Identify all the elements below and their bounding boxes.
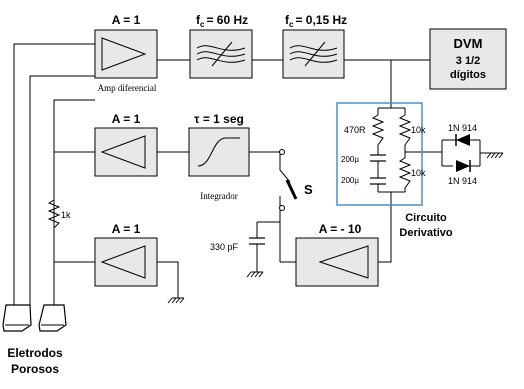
switch-label: S	[304, 182, 313, 197]
derivative-circuit	[337, 103, 426, 205]
c200-b-label: 200µ	[341, 176, 359, 185]
svg-text:fc= 60 Hz	[196, 13, 248, 29]
filter2-subscript: c	[289, 20, 294, 29]
amp-lower	[95, 222, 157, 286]
amp-middle	[95, 112, 157, 176]
derivative-caption-2: Derivativo	[399, 227, 453, 239]
svg-text:fc= 0,15 Hz	[285, 13, 347, 29]
switch-s	[280, 150, 314, 211]
dvm-digits: 3 1/2	[455, 55, 481, 67]
amp-top-gain: A = 1	[111, 13, 141, 27]
filter-60hz	[190, 13, 252, 78]
amp-differential	[95, 13, 157, 93]
integrator-caption: Integrador	[200, 191, 238, 201]
diode-b-label: 1N 914	[448, 176, 478, 186]
electrode-icon	[3, 305, 31, 331]
tau-label: τ = 1 seg	[194, 112, 244, 126]
r10k-b-label: 10k	[411, 168, 426, 178]
resistor-1k-label: 1k	[61, 210, 71, 220]
amp-minus10	[296, 222, 378, 286]
resistor-1k	[49, 200, 71, 228]
r10k-a-label: 10k	[411, 125, 426, 135]
amp-top-caption: Amp diferencial	[97, 83, 157, 93]
dvm-digits-word: dígitos	[449, 69, 487, 81]
filter-015hz	[283, 13, 347, 78]
resistor-icon	[400, 115, 410, 145]
resistor-icon	[400, 158, 410, 188]
diode-b-icon	[456, 160, 470, 172]
filter2-symbol: f	[285, 13, 289, 27]
cap-330-label: 330 pF	[210, 242, 239, 252]
derivative-caption-1: Circuito	[405, 212, 447, 224]
electrodes-caption-1: Eletrodos	[7, 346, 63, 360]
resistor-icon	[373, 115, 383, 145]
electrode-icon	[39, 305, 66, 331]
filter2-value: = 0,15 Hz	[295, 13, 348, 27]
amp-neg-gain: A = - 10	[318, 222, 362, 236]
diodes	[448, 123, 477, 186]
electrodes-caption-2: Porosos	[10, 362, 60, 376]
amp-low-gain: A = 1	[111, 222, 141, 236]
derivative-box	[337, 103, 422, 205]
filter1-value: = 60 Hz	[206, 13, 249, 27]
diode-a-icon	[456, 134, 470, 146]
c200-a-label: 200µ	[341, 155, 359, 164]
integrator	[189, 112, 249, 201]
dvm-title: DVM	[453, 36, 483, 51]
r470-label: 470R	[344, 125, 366, 135]
dvm-display	[430, 29, 506, 89]
filter1-symbol: f	[196, 13, 200, 27]
switch-blade-icon	[287, 180, 296, 199]
amp-mid-gain: A = 1	[111, 112, 141, 126]
filter1-subscript: c	[200, 20, 205, 29]
electrodes	[3, 305, 66, 376]
diode-a-label: 1N 914	[448, 123, 478, 133]
